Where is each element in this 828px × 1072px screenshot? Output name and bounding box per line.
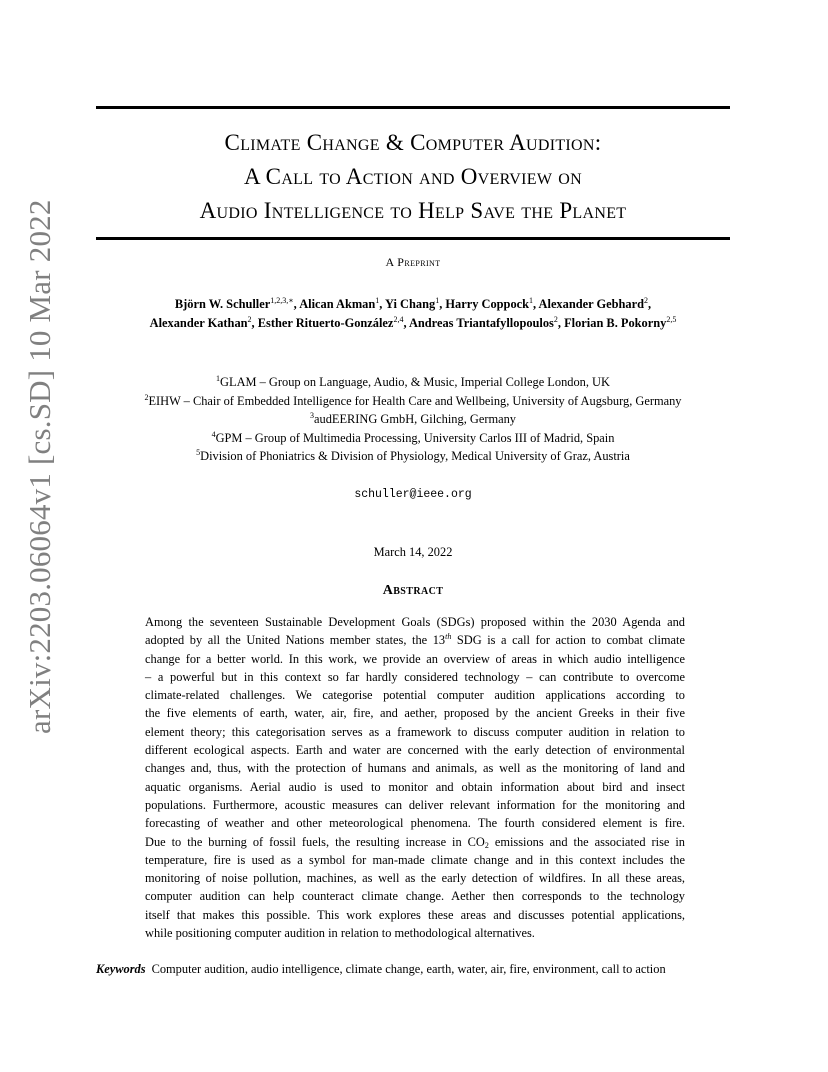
author-name: Andreas Triantafyllopoulos bbox=[408, 316, 554, 330]
abstract-line: element theory; this categorisation serves as a framework to discuss computer audition in relation to bbox=[145, 724, 685, 739]
abstract-line: change for a better world. In this work, we provide an overview of areas in which audio intelligence bbox=[145, 651, 685, 666]
affiliation-list bbox=[96, 373, 730, 466]
abstract-line: changes and, thus, with the protection of humans and animals, as well as the monitoring of land and bbox=[145, 761, 685, 776]
author-name: Yi Chang bbox=[385, 297, 436, 311]
author-name: Harry Coppock bbox=[445, 297, 530, 311]
author-list bbox=[96, 295, 730, 333]
author-affiliation-marks: 2 bbox=[644, 296, 648, 305]
author-name: Alican Akman bbox=[299, 297, 376, 311]
affiliation-number: 4 bbox=[211, 429, 216, 439]
abstract-body bbox=[145, 613, 685, 942]
affiliation bbox=[96, 447, 730, 466]
abstract-line: climate-related challenges. We categorise potential computer audition applications according to bbox=[145, 688, 685, 703]
ordinal-superscript: th bbox=[445, 632, 452, 642]
author-line: Björn W. Schuller$^{1,2,3,∗}$, Alican Akman$^1$, Yi Chang$^1$, Harry Coppock$^1$, Alexander Gebhard$^2$, bbox=[174, 296, 652, 311]
title-line: Audio Intelligence to Help Save the Planet bbox=[199, 198, 627, 223]
affiliation-text: GPM – Group of Multimedia Processing, University Carlos III of Madrid, Spain bbox=[215, 430, 615, 445]
arxiv-identifier: arXiv:2203.06064v1 [cs.SD] 10 Mar 2022 bbox=[22, 199, 57, 734]
affiliation bbox=[96, 410, 730, 429]
author-affiliation-marks: 2,5 bbox=[666, 315, 677, 324]
contact-email[interactable]: schuller@ieee.org bbox=[354, 488, 472, 501]
title-rule-top bbox=[96, 106, 730, 109]
author-name: Esther Rituerto-González bbox=[257, 316, 394, 330]
affiliation-number: 1 bbox=[216, 374, 221, 383]
abstract-text: Due to the burning of fossil fuels, the resulting increase in CO bbox=[145, 834, 485, 849]
abstract-heading: Abstract bbox=[382, 583, 444, 598]
abstract-line: temperature, fire is used as a symbol for man-made climate change and in this context includes the bbox=[145, 852, 685, 867]
keywords bbox=[96, 962, 736, 977]
abstract-line: populations. Furthermore, acoustic measures can deliver relevant information for the monitoring and bbox=[145, 797, 685, 812]
abstract-line: different ecological aspects. Earth and water are concerned with the early detection of environmental bbox=[145, 743, 685, 758]
affiliation-number: 3 bbox=[310, 411, 314, 420]
abstract-line: Among the seventeen Sustainable Development Goals (SDGs) proposed within the 2030 Agenda and bbox=[145, 615, 685, 629]
abstract-line: aquatic organisms. Aerial audio is used to monitor and obtain information about bird and insect bbox=[145, 779, 685, 794]
author-name: Alexander Kathan bbox=[149, 316, 248, 330]
affiliation-text: GLAM – Group on Language, Audio, & Music, Imperial College London, UK bbox=[220, 375, 610, 389]
title-rule-bottom bbox=[96, 237, 730, 240]
author-affiliation-marks: 1 bbox=[435, 296, 440, 305]
affiliation bbox=[96, 373, 730, 392]
title-line: A Call to Action and Overview on bbox=[243, 164, 582, 189]
abstract-line bbox=[145, 833, 685, 851]
author-affiliation-marks: 1,2,3,∗ bbox=[270, 296, 294, 305]
affiliation-text: EIHW – Chair of Embedded Intelligence for Health Care and Wellbeing, University of Augsburg, Germany bbox=[148, 393, 682, 408]
abstract-text: emissions and the associated rise in bbox=[488, 834, 685, 849]
abstract-line: the five elements of earth, water, air, fire, and aether, proposed by the ancient Greeks in their five bbox=[145, 706, 685, 721]
title-line: Climate Change & Computer Audition: bbox=[224, 130, 602, 155]
author-line: Alexander Kathan$^2$, Esther Rituerto-González$^{2,4}$, Andreas Triantafyllopoulos$^2$, Florian B. Pokorny$^{2,5}$ bbox=[149, 315, 677, 330]
abstract-line: while positioning computer audition in relation to methodological alternatives. bbox=[145, 926, 535, 941]
abstract-line: computer audition can help counteract climate change. Aether then corresponds to the technology bbox=[145, 889, 685, 904]
author-affiliation-marks: 1 bbox=[375, 296, 380, 305]
abstract-text: SDG is a call for action to combat climate bbox=[451, 633, 685, 648]
paper-title bbox=[96, 126, 730, 228]
publication-date: March 14, 2022 bbox=[373, 545, 453, 559]
author-affiliation-marks: 2,4 bbox=[393, 315, 404, 324]
author-name: Björn W. Schuller bbox=[174, 297, 271, 311]
author-affiliation-marks: 2 bbox=[247, 315, 252, 324]
abstract-line: monitoring of noise pollution, machines, as well as the early detection of wildfires. In all these areas, bbox=[145, 871, 685, 886]
author-name: Florian B. Pokorny bbox=[564, 316, 667, 330]
abstract-line: itself that makes this possible. This work explores these areas and discusses potential applications, bbox=[145, 907, 685, 922]
affiliation-text: Division of Phoniatrics & Division of Physiology, Medical University of Graz, Austria bbox=[200, 449, 630, 463]
affiliation-number: 2 bbox=[144, 392, 149, 402]
affiliation bbox=[96, 429, 730, 448]
abstract-line: – a powerful but in this context so far hardly considered technology – can contribute to overcome bbox=[145, 669, 685, 684]
keywords-text: Computer audition, audio intelligence, climate change, earth, water, air, fire, environment, call to action bbox=[151, 962, 666, 976]
abstract-line bbox=[145, 631, 685, 649]
abstract-line: forecasting of weather and other meteorological phenomena. The fourth considered element is fire. bbox=[145, 816, 685, 831]
keywords-label: Keywords bbox=[96, 962, 146, 976]
subscript: 2 bbox=[484, 840, 489, 850]
affiliation-text: audEERING GmbH, Gilching, Germany bbox=[314, 412, 516, 426]
author-affiliation-marks: 2 bbox=[553, 315, 558, 324]
author-affiliation-marks: 1 bbox=[529, 296, 534, 305]
author-name: Alexander Gebhard bbox=[538, 297, 644, 311]
affiliation-number: 5 bbox=[196, 448, 201, 457]
affiliation bbox=[96, 392, 730, 411]
preprint-label: A Preprint bbox=[385, 255, 441, 269]
abstract-text: adopted by all the United Nations member states, the 13 bbox=[145, 633, 446, 648]
